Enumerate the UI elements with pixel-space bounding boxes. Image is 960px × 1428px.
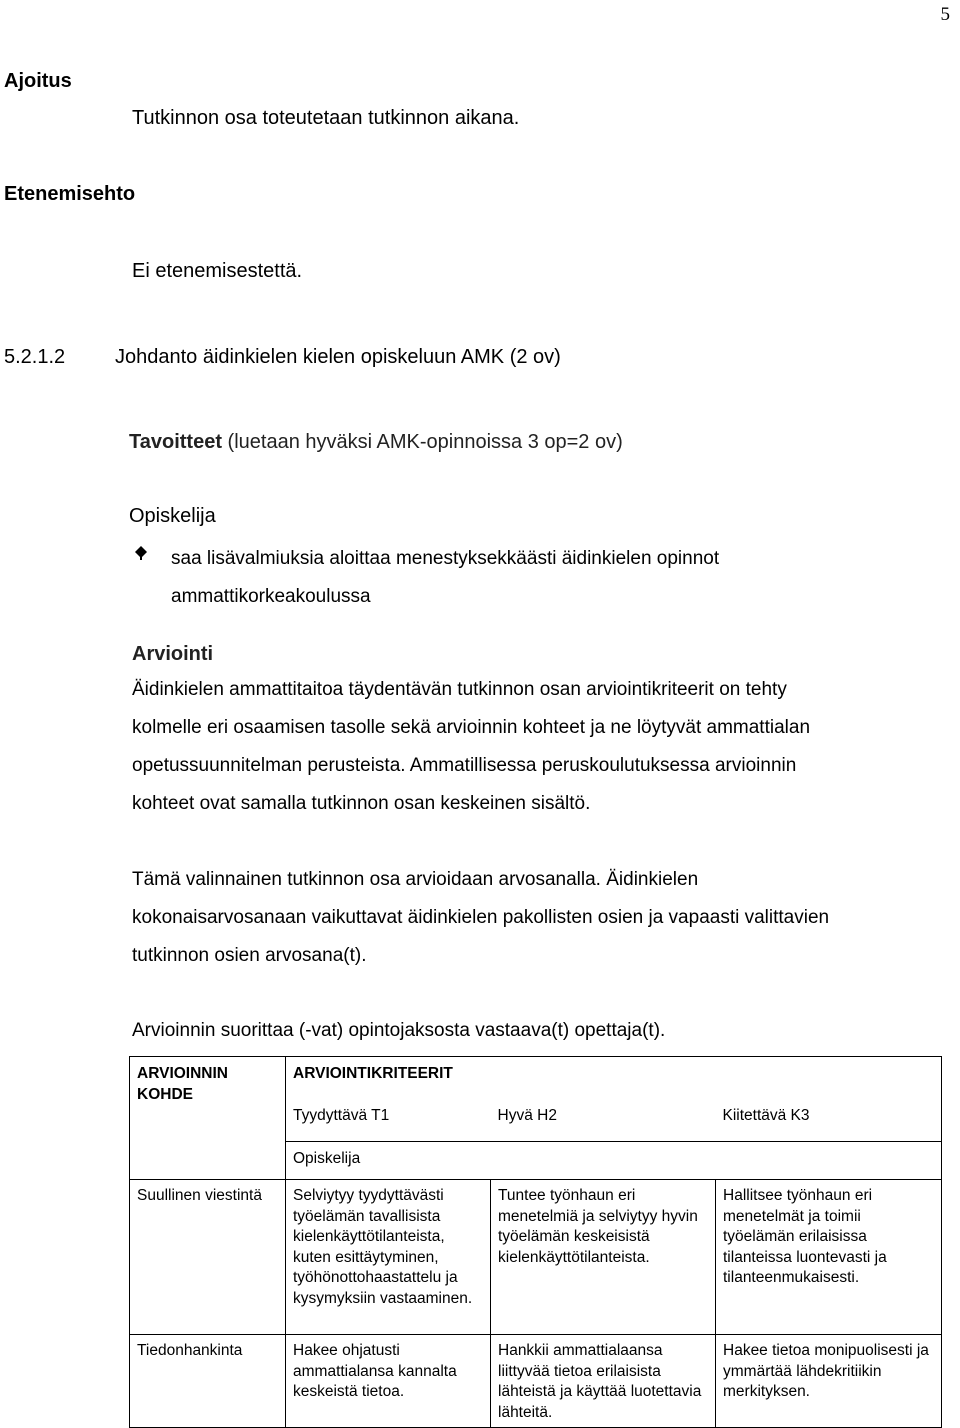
tavoitteet-label-rest: (luetaan hyväksi AMK-opinnoissa 3 op=2 ov) (227, 431, 623, 453)
criteria-table (129, 1056, 942, 1428)
header-criteria: ARVIOINTIKRITEERIT (286, 1057, 942, 1102)
section-title: Johdanto äidinkielen kielen opiskeluun AMK (2 ov) (115, 346, 561, 368)
row-kohde: Suullinen viestintä (130, 1180, 286, 1335)
para1-line: Äidinkielen ammattitaitoa täydentävän tutkinnon osan arviointikriteerit on tehty (132, 679, 787, 700)
row-h2: Hankkii ammattialaansa liittyvää tietoa erilaisista lähteistä ja käyttää luotettavia lähteitä. (491, 1335, 716, 1428)
row-h2: Tuntee työnhaun eri menetelmiä ja selviytyy hyvin työelämän keskeisistä kielenkäyttötilanteista. (491, 1180, 716, 1335)
ajoitus-text: Tutkinnon osa toteutetaan tutkinnon aikana. (132, 107, 520, 129)
arviointi-paragraph-2 (132, 861, 829, 975)
row-t1: Selviytyy tyydyttävästi työelämän tavallisista kielenkäyttötilanteista, kuten esittäytyminen, työhönottohaastattelu ja kysymyksiin vastaaminen. (286, 1180, 491, 1335)
arviointi-heading: Arviointi (132, 643, 214, 665)
row-t1: Hakee ohjatusti ammattialansa kannalta keskeistä tietoa. (286, 1335, 491, 1428)
ajoitus-heading: Ajoitus (4, 70, 72, 92)
tavoitteet-label-bold: Tavoitteet (129, 431, 222, 453)
para2-line: tutkinnon osien arvosana(t). (132, 945, 367, 966)
level-h2: Hyvä H2 (491, 1102, 716, 1142)
tavoitteet-bullet-item (171, 540, 719, 616)
arviointi-paragraph-3: Arvioinnin suorittaa (-vat) opintojaksosta vastaava(t) opettaja(t). (132, 1020, 666, 1041)
para2-line: kokonaisarvosanaan vaikuttavat äidinkielen pakollisten osien ja vapaasti valittavien (132, 907, 830, 928)
etenemisehto-heading: Etenemisehto (4, 183, 136, 205)
para1-line: kolmelle eri osaamisen tasolle sekä arvioinnin kohteet ja ne löytyvät ammattialan (132, 717, 811, 738)
para2-line: Tämä valinnainen tutkinnon osa arvioidaan arvosanalla. Äidinkielen (132, 869, 699, 890)
arviointi-paragraph-1 (132, 671, 810, 823)
row-k3: Hakee tietoa monipuolisesti ja ymmärtää lähdekritiikin merkityksen. (716, 1335, 942, 1428)
page-number: 5 (940, 4, 950, 25)
row-k3: Hallitsee työnhaun eri menetelmät ja toimii työelämän erilaisissa tilanteissa luontevasti ja tilanteenmukaisesti. (716, 1180, 942, 1335)
diamond-bullet-icon (135, 546, 147, 560)
row-kohde: Tiedonhankinta (130, 1335, 286, 1428)
etenemisehto-text: Ei etenemisestettä. (132, 260, 303, 282)
level-t1: Tyydyttävä T1 (286, 1102, 491, 1142)
tavoitteet-subject: Opiskelija (129, 505, 216, 527)
subject-row: Opiskelija (286, 1142, 942, 1180)
level-k3: Kiitettävä K3 (716, 1102, 942, 1142)
bullet-line-1: saa lisävalmiuksia aloittaa menestyksekkäästi äidinkielen opinnot (171, 548, 720, 569)
para1-line: kohteet ovat samalla tutkinnon osan keskeinen sisältö. (132, 793, 591, 814)
tavoitteet-label (129, 431, 623, 454)
para1-line: opetussuunnitelman perusteista. Ammatillisessa peruskoulutuksessa arvioinnin (132, 755, 797, 776)
section-number: 5.2.1.2 (4, 346, 66, 368)
header-kohde: ARVIOINNIN KOHDE (130, 1057, 286, 1180)
bullet-line-2: ammattikorkeakoulussa (171, 586, 371, 607)
